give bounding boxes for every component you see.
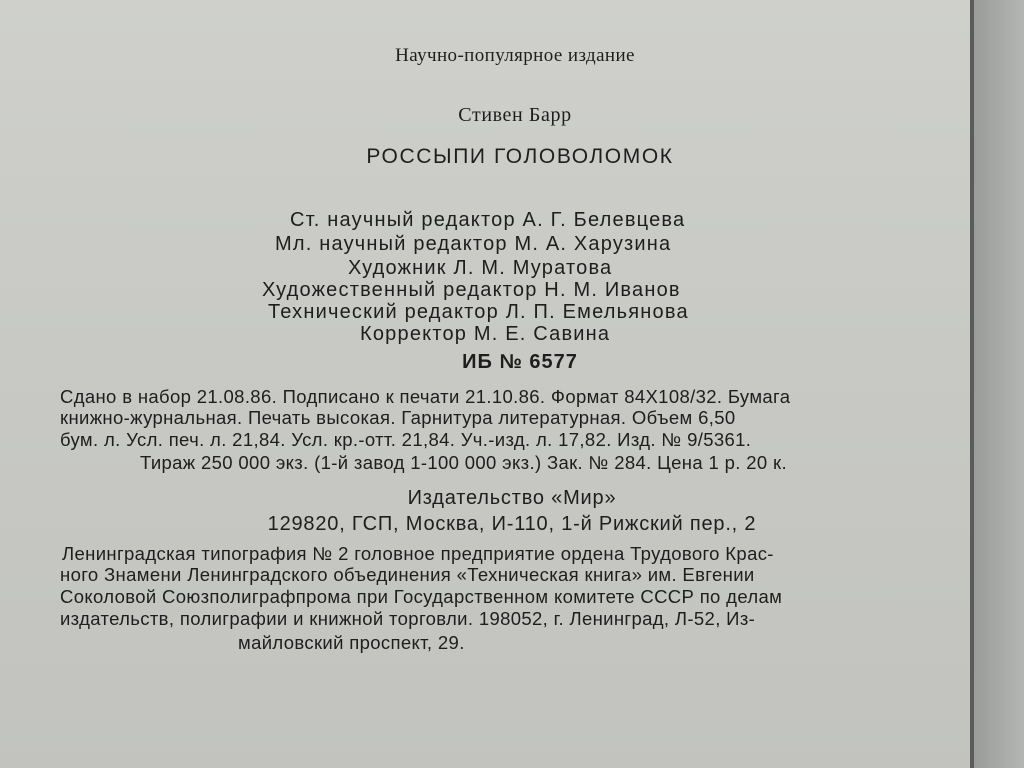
- print-data-line: бум. л. Усл. печ. л. 21,84. Усл. кр.-отт. 21,84. Уч.-изд. л. 17,82. Изд. № 9/5361.: [60, 429, 752, 450]
- ib-number: ИБ № 6577: [462, 351, 578, 373]
- print-data-line: Тираж 250 000 экз. (1-й завод 1-100 000 экз.) Зак. № 284. Цена 1 р. 20 к.: [140, 452, 787, 473]
- publisher-address: 129820, ГСП, Москва, И-110, 1-й Рижский пер., 2: [267, 513, 757, 535]
- credit-line: Художник Л. М. Муратова: [348, 257, 613, 279]
- printer-line: Соколовой Союзполиграфпрома при Государственном комитете СССР по делам: [60, 586, 783, 607]
- book-title: РОССЫПИ ГОЛОВОЛОМОК: [366, 145, 674, 168]
- printer-line: Ленинградская типография № 2 головное предприятие ордена Трудового Крас-: [62, 543, 774, 564]
- credit-line: Технический редактор Л. П. Емельянова: [268, 301, 689, 323]
- credit-line: Художественный редактор Н. М. Иванов: [262, 279, 681, 301]
- printer-line: ного Знамени Ленинградского объединения «Техническая книга» им. Евгении: [60, 564, 755, 585]
- credit-line: Мл. научный редактор М. А. Харузина: [275, 233, 672, 255]
- credit-line: Ст. научный редактор А. Г. Белевцева: [290, 209, 686, 231]
- print-data-line: Сдано в набор 21.08.86. Подписано к печати 21.10.86. Формат 84Х108/32. Бумага: [60, 386, 791, 407]
- credit-line: Корректор М. Е. Савина: [360, 323, 611, 345]
- printer-line: издательств, полиграфии и книжной торговли. 198052, г. Ленинград, Л-52, Из-: [60, 608, 756, 629]
- author-name: Стивен Барр: [458, 104, 572, 126]
- adjacent-page-strip: [974, 0, 1024, 768]
- printer-line: майловский проспект, 29.: [238, 632, 465, 653]
- publisher-name: Издательство «Мир»: [407, 487, 617, 509]
- series-note: Научно-популярное издание: [395, 45, 635, 66]
- print-data-line: книжно-журнальная. Печать высокая. Гарнитура литературная. Объем 6,50: [60, 407, 736, 428]
